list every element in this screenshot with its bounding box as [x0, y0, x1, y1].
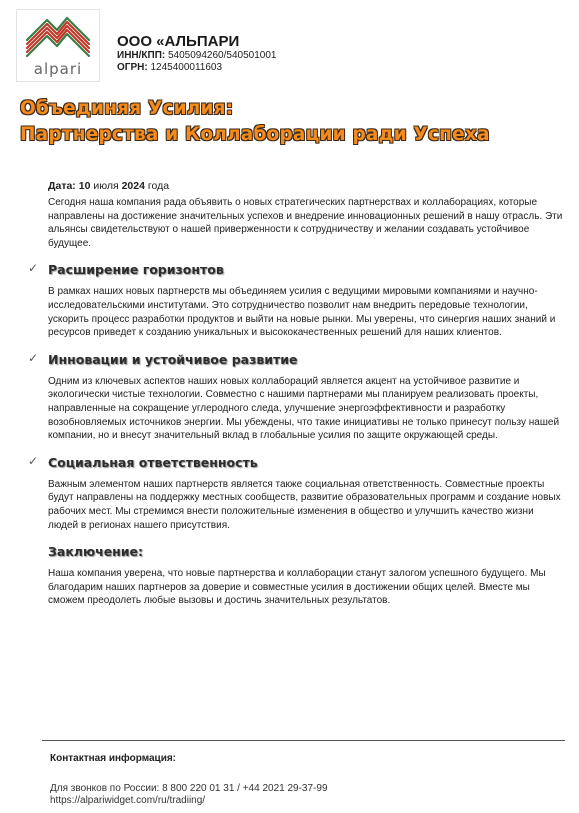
conclusion-title: Заключение: — [48, 544, 144, 560]
mountain-logo-icon — [23, 14, 93, 58]
ogrn-label: ОГРН: — [117, 62, 148, 73]
section-title-text: Расширение горизонтов — [48, 262, 224, 278]
company-inn — [117, 50, 276, 62]
letterhead — [0, 0, 579, 86]
conclusion-paragraph: Наша компания уверена, что новые партнерства и коллаборации станут залогом успешного будущего. Мы благодарим наших партнеров за доверие и совместные усилия в достижении общих целей. Вместе мы сможем преодолеть любые вызовы и достичь значительных результатов. — [48, 568, 546, 607]
company-info — [117, 33, 276, 74]
date-label: Дата: — [48, 180, 76, 192]
contact-title: Контактная информация: — [50, 753, 177, 764]
section-title-horizons — [28, 261, 563, 278]
section-title-text: Инновации и устойчивое развитие — [48, 351, 298, 367]
check-icon: ✓ — [28, 453, 39, 468]
ogrn-value: 1245400011603 — [150, 62, 223, 73]
title-line-1: Объединяя Усилия: — [20, 98, 234, 119]
page-title — [20, 96, 565, 148]
logo-wordmark: alpari — [33, 60, 83, 78]
inn-value: 5405094260/540501001 — [168, 50, 277, 61]
company-name: ООО «АЛЬПАРИ — [117, 33, 240, 50]
section-title-text: Социальная ответственность — [48, 454, 258, 470]
company-ogrn — [117, 62, 276, 74]
section-paragraph-social: Важным элементом наших партнерств является также социальная ответственность. Совместные проекты будут направлены на поддержку местных сообществ, развитие образовательных программ и создание новых рабочих мест. Мы стремимся внести положительные изменения в общество и улучшить качество жизни людей в регионах нашего присутствия. — [48, 478, 561, 531]
date-line — [48, 180, 563, 192]
contact-block — [42, 740, 565, 807]
section-title-innovation — [28, 350, 563, 367]
title-line-2: Партнерства и Коллаборации ради Успеха — [20, 124, 490, 145]
date-day: 10 — [78, 180, 91, 192]
section-paragraph-horizons: В рамках наших новых партнерств мы объединяем усилия с ведущими мировыми компаниями и научно-исследовательскими институтами. Это сотрудничество позволит нам внедрить передовые технологии, ускорить процесс разработки продуктов и выйти на новые рынки. Мы уверены, что синергия наших знаний и ресурсов приведет к созданию уникальных и высококачественных решений для наших клиентов. — [48, 286, 556, 339]
article-body — [28, 180, 563, 608]
check-icon: ✓ — [28, 350, 39, 365]
contact-phone: Для звонков по России: 8 800 220 01 31 / +44 2021 29-37-99 — [50, 783, 328, 794]
inn-label: ИНН/КПП: — [117, 50, 166, 61]
section-title-social — [28, 453, 563, 470]
company-logo — [16, 9, 100, 82]
date-suffix: года — [147, 180, 170, 192]
check-icon: ✓ — [28, 261, 39, 276]
contact-url[interactable]: https://alpariwidget.com/ru/tradiing/ — [50, 795, 206, 806]
section-paragraph-innovation: Одним из ключевых аспектов наших новых коллабораций является акцент на устойчивое развитие и экологически чистые технологии. Совместно с нашими партнерами мы планируем реализовать проекты, направленные на сокращение углеродного следа, улучшение энергоэффективности и разработку возобновляемых источников энергии. Мы убеждены, что такие инициативы не только принесут пользу нашей компании, но и внесут значительный вклад в глобальные усилия по защите окружающей среды. — [48, 375, 560, 442]
intro-paragraph: Сегодня наша компания рада объявить о новых стратегических партнерствах и коллаборациях, которые направлены на достижение значительных успехов и внедрение инновационных решений в нашу отрасль. Эти альянсы свидетельствуют о нашей приверженности к сотрудничеству и желании создавать устойчивое будущее. — [48, 197, 563, 249]
date-month: июля — [93, 180, 119, 192]
date-year: 2024 — [121, 180, 145, 192]
